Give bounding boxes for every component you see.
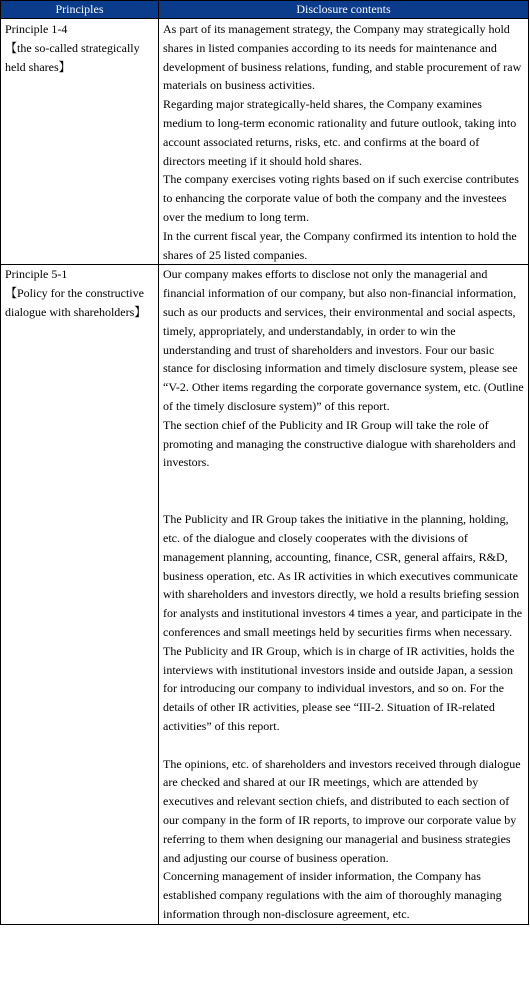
paragraph-spacer [163, 736, 524, 755]
principle-subtitle: 【the so-called strategically held shares】 [5, 40, 140, 74]
principle-number: Principle 1-4 [5, 22, 68, 36]
table-header-row [1, 1, 529, 19]
disclosure-paragraph: Concerning management of insider information, the Company has established company regulations with the aim of thoroughly managing information through non-disclosure agreement, etc. [163, 869, 502, 922]
disclosure-paragraph: In the current fiscal year, the Company confirmed its intention to hold the shares of 25 listed companies. [163, 228, 517, 262]
table-row [1, 19, 529, 265]
disclosure-cell [159, 265, 529, 925]
disclosure-paragraph: The company exercises voting rights based on if such exercise contributes to enhancing the corporate value of both the company and the investees over the medium to long term. [163, 172, 519, 224]
disclosure-paragraph: The Publicity and IR Group takes the initiative in the planning, holding, etc. of the dialogue and closely cooperates with the divisions of management planning, accounting, finance, CSR, general affairs, R&D, business operation, etc. As IR activities in which executives communicate with shareholders and investors directly, we hold a results briefing session for analysts and institutional investors 4 times a year, and participate in the conferences and small meetings held by securities firms when necessary. The Publicity and IR Group, which is in charge of IR activities, holds the interviews with institutional investors inside and outside Japan, a session for introducing our company to individual investors, and so on. For the details of other IR activities, please see “III-2. Situation of IR-related activities” of this report. [163, 512, 523, 733]
disclosure-paragraph: As part of its management strategy, the Company may strategically hold shares in listed companies according to its needs for maintenance and development of business relations, funding, and stable procurement of raw materials on business activities. [163, 22, 522, 93]
disclosure-paragraph: The section chief of the Publicity and IR Group will take the role of promoting and managing the constructive dialogue with shareholders and investors. [163, 417, 516, 470]
table-row [1, 265, 529, 925]
principle-subtitle: 【Policy for the constructive dialogue with shareholders】 [5, 286, 147, 319]
disclosure-paragraph: The opinions, etc. of shareholders and investors received through dialogue are checked and shared at our IR meetings, which are attended by executives and relevant section chiefs, and distributed to each section of our company in the form of IR reports, to improve our corporate value by referring to them when designing our managerial and business strategies and adjusting our course of business operation. [163, 756, 521, 865]
principle-cell [1, 265, 159, 925]
disclosure-paragraph: Regarding major strategically-held shares, the Company examines medium to long-term economic rationality and future outlook, taking into account associated returns, risks, etc. and confirms at the board of directors meeting if it should hold shares. [163, 97, 517, 168]
header-principles: Principles [1, 1, 159, 19]
paragraph-spacer [163, 472, 524, 510]
header-disclosure-contents: Disclosure contents [159, 1, 529, 19]
principle-cell [1, 19, 159, 265]
principle-number: Principle 5-1 [5, 267, 68, 282]
disclosure-paragraph: Our company makes efforts to disclose not only the managerial and financial information of our company, but also non-financial information, such as our products and services, their environmental and social aspects, timely, appropriately, and understandably, in order to win the understanding and trust of shareholders and investors. Four our basic stance for disclosing information and timely disclosure system, please see “V-2. Other items regarding the corporate governance system, etc. (Outline of the timely disclosure system)” of this report. [163, 267, 524, 413]
disclosure-cell [159, 19, 529, 265]
